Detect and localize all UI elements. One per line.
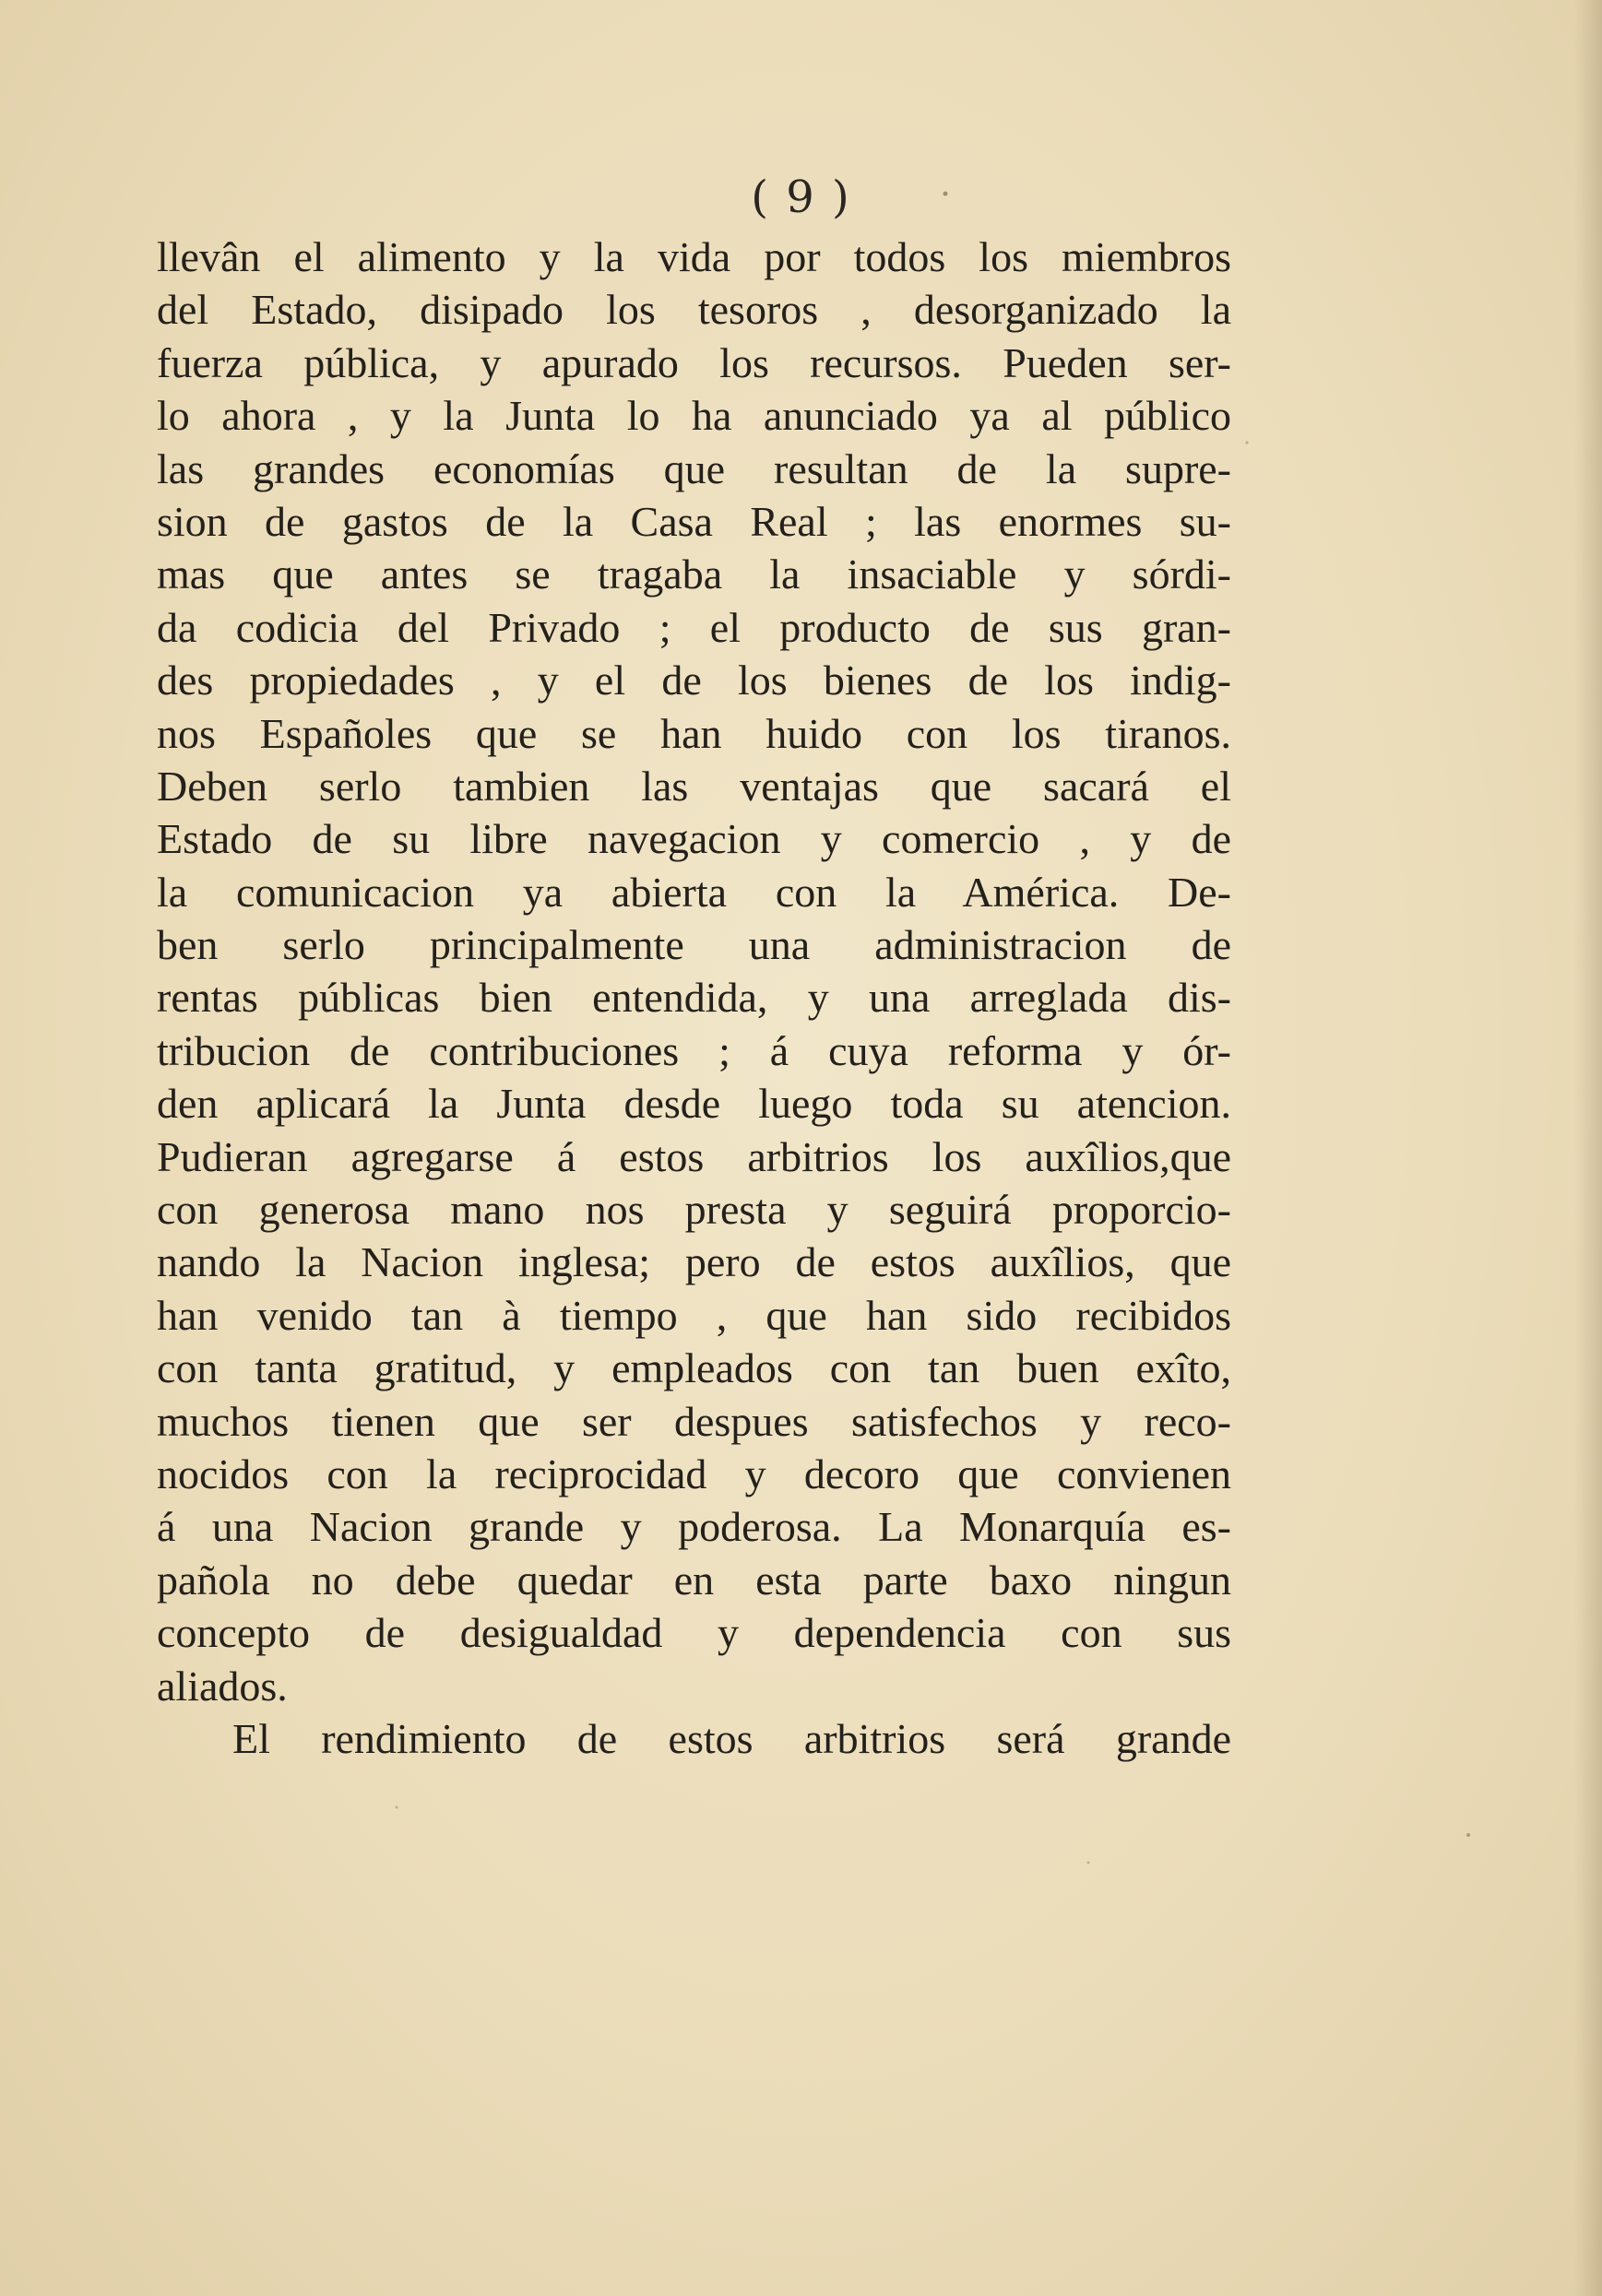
text-line-paragraph-end: aliados. bbox=[157, 1662, 288, 1710]
text-line: den aplicará la Junta desde luego toda su atencion. bbox=[157, 1080, 1231, 1128]
text-line: del Estado, disipado los tesoros , desorganizado la bbox=[157, 286, 1231, 334]
text-line: da codicia del Privado ; el producto de sus gran- bbox=[157, 603, 1231, 651]
text-line: pañola no debe quedar en esta parte baxo ningun bbox=[157, 1556, 1231, 1604]
text-line: con generosa mano nos presta y seguirá proporcio- bbox=[157, 1186, 1231, 1234]
text-line: tribucion de contribuciones ; á cuya reforma y ór- bbox=[157, 1026, 1231, 1074]
text-line: llevân el alimento y la vida por todos los miembros bbox=[157, 233, 1231, 280]
text-line: Deben serlo tambien las ventajas que sacará el bbox=[157, 762, 1231, 810]
text-line: muchos tienen que ser despues satisfechos y reco- bbox=[157, 1397, 1231, 1445]
text-line: concepto de desigualdad y dependencia con sus bbox=[157, 1609, 1231, 1657]
text-line: sion de gastos de la Casa Real ; las enormes su- bbox=[157, 497, 1231, 545]
text-line: lo ahora , y la Junta lo ha anunciado ya al público bbox=[157, 392, 1231, 440]
text-line: nos Españoles que se han huido con los tiranos. bbox=[157, 709, 1231, 757]
text-line: la comunicacion ya abierta con la América. De- bbox=[157, 868, 1231, 916]
text-line: Estado de su libre navegacion y comercio , y de bbox=[157, 815, 1231, 863]
text-line: con tanta gratitud, y empleados con tan buen exîto, bbox=[157, 1344, 1231, 1392]
text-line: rentas públicas bien entendida, y una arreglada dis- bbox=[157, 974, 1231, 1022]
text-line: Pudieran agregarse á estos arbitrios los auxîlios,que bbox=[157, 1132, 1231, 1180]
text-line: nocidos con la reciprocidad y decoro que convienen bbox=[157, 1450, 1231, 1497]
text-line: fuerza pública, y apurado los recursos. Pueden ser- bbox=[157, 338, 1231, 386]
text-line: mas que antes se tragaba la insaciable y sórdi- bbox=[157, 550, 1231, 598]
page-number: ( 9 ) bbox=[751, 172, 851, 223]
text-line: ben serlo principalmente una administracion de bbox=[157, 921, 1231, 969]
text-line: des propiedades , y el de los bienes de los indig- bbox=[157, 657, 1231, 704]
text-line: han venido tan à tiempo , que han sido recibidos bbox=[157, 1291, 1231, 1339]
text-line: á una Nacion grande y poderosa. La Monarquía es- bbox=[157, 1503, 1231, 1551]
text-line: las grandes economías que resultan de la supre- bbox=[157, 444, 1231, 492]
text-line-paragraph-start: El rendimiento de estos arbitrios será grande bbox=[232, 1714, 1231, 1762]
text-line: nando la Nacion inglesa; pero de estos auxîlios, que bbox=[157, 1238, 1231, 1286]
